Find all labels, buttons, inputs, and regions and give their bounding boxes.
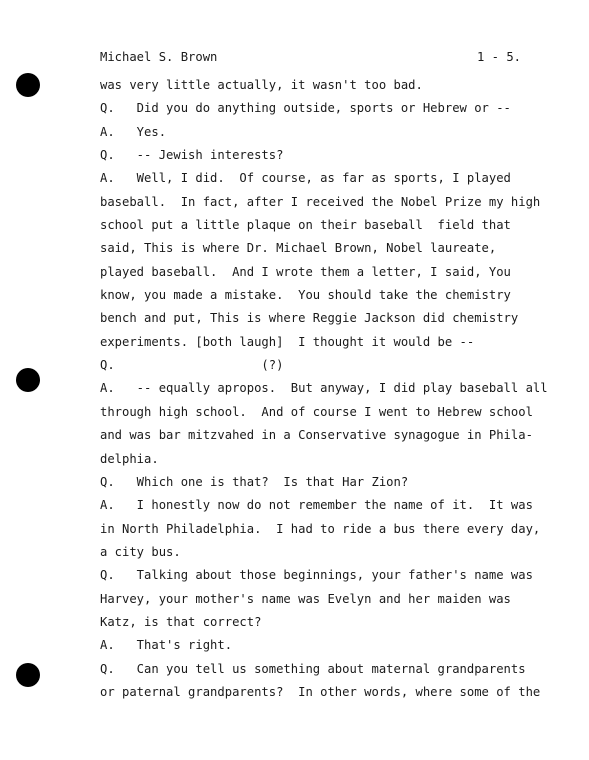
transcript-body (100, 77, 548, 707)
header-page-number: 1 - 5. (476, 50, 521, 64)
header-interviewee-name: Michael S. Brown (100, 50, 218, 64)
transcript-line: delphia. (100, 451, 159, 466)
transcript-line: played baseball. And I wrote them a letter, I said, You (100, 264, 511, 279)
transcript-line: experiments. [both laugh] I thought it would be -- (100, 334, 475, 349)
punch-hole-top (16, 73, 40, 97)
transcript-line: Harvey, your mother's name was Evelyn and her maiden was (100, 591, 511, 606)
transcript-line: through high school. And of course I went to Hebrew school (100, 404, 533, 419)
punch-hole-bottom (16, 663, 40, 687)
transcript-line: A. Well, I did. Of course, as far as sports, I played (100, 171, 511, 186)
transcript-line: bench and put, This is where Reggie Jackson did chemistry (100, 311, 519, 326)
transcript-line: Q. Did you do anything outside, sports or Hebrew or -- (100, 101, 511, 116)
transcript-line: A. I honestly now do not remember the name of it. It was (100, 498, 533, 513)
punch-hole-middle (16, 368, 40, 392)
transcript-line: was very little actually, it wasn't too bad. (100, 78, 423, 92)
transcript-line: know, you made a mistake. You should take the chemistry (100, 288, 511, 303)
transcript-line: Katz, is that correct? (100, 614, 262, 629)
transcript-line: a city bus. (100, 544, 181, 559)
transcript-line: A. Yes. (100, 124, 167, 139)
transcript-line: said, This is where Dr. Michael Brown, Nobel laureate, (100, 241, 497, 256)
transcript-line: A. -- equally apropos. But anyway, I did play baseball all (100, 381, 548, 396)
transcript-line: Q. Which one is that? Is that Har Zion? (100, 474, 409, 489)
transcript-line: Q. Can you tell us something about maternal grandparents (100, 661, 526, 676)
transcript-line: school put a little plaque on their baseball field that (100, 218, 511, 233)
transcript-line: baseball. In fact, after I received the Nobel Prize my high (100, 194, 541, 209)
transcript-line: Q. Talking about those beginnings, your father's name was (100, 568, 533, 583)
transcript-line: Q. (?) (100, 358, 284, 373)
transcript-line: or paternal grandparents? In other words, where some of the (100, 684, 541, 699)
transcript-line: A. That's right. (100, 638, 233, 653)
transcript-line: Q. -- Jewish interests? (100, 148, 284, 163)
transcript-line: in North Philadelphia. I had to ride a bus there every day, (100, 521, 541, 536)
transcript-line: and was bar mitzvahed in a Conservative synagogue in Phila- (100, 428, 533, 443)
